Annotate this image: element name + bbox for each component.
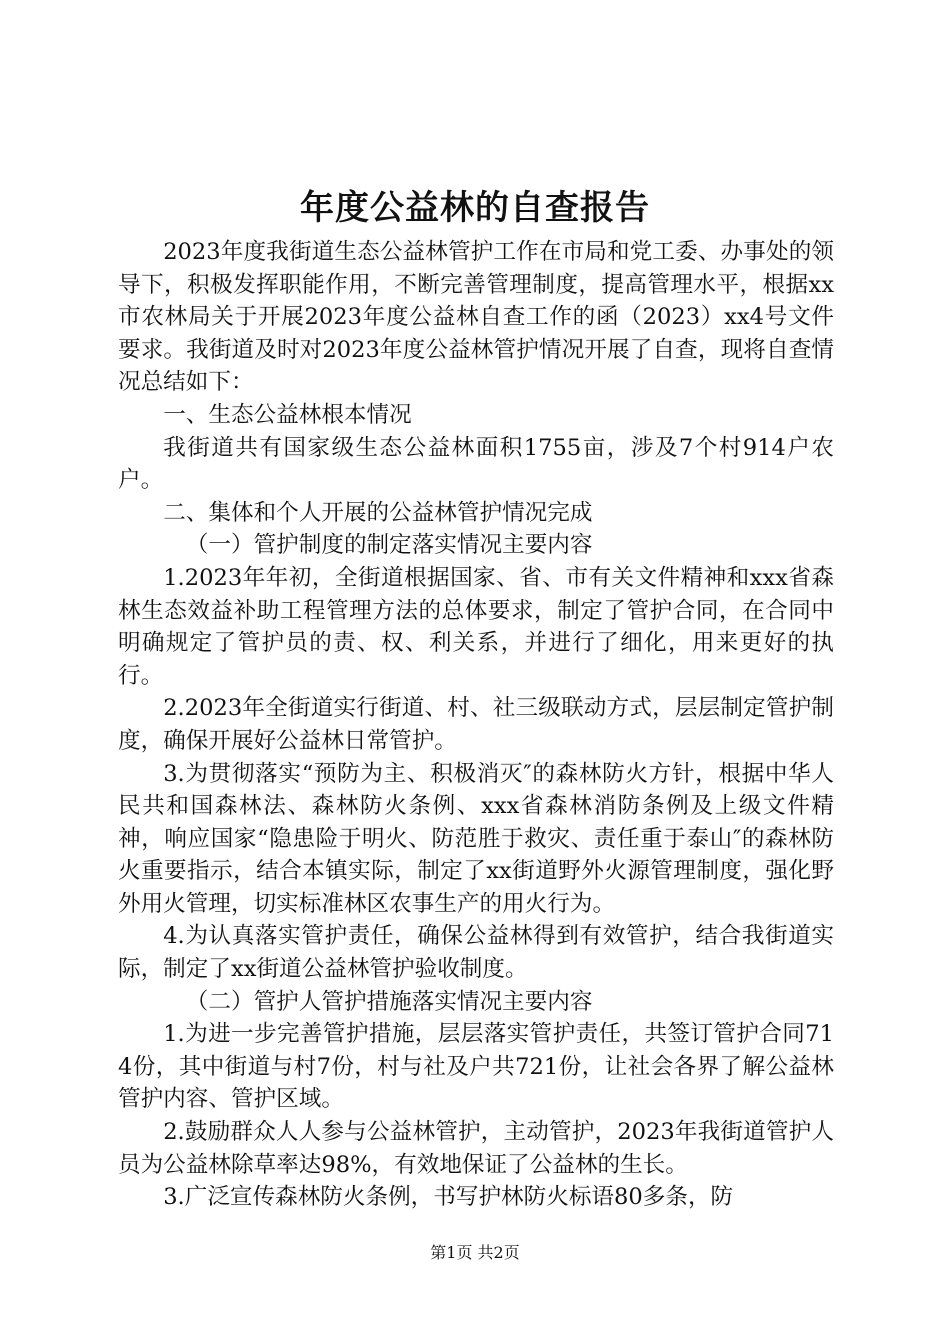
subsection-heading: （一）管护制度的制定落实情况主要内容: [185, 532, 593, 559]
paragraph: 1.为进一步完善管护措施，层层落实管护责任，共签订管护合同714份，其中街道与村7份，村与社及户共721份，让社会各界了解公益林管护内容、管护区域。: [118, 1021, 834, 1113]
paragraph: 2.2023年全街道实行街道、村、社三级联动方式，层层制定管护制度，确保开展好公益林日常管护。: [118, 695, 834, 754]
document-body: [118, 236, 834, 1214]
paragraph: 3.为贯彻落实“预防为主、积极消灭″的森林防火方针，根据中华人民共和国森林法、森林防火条例、xxx省森林消防条例及上级文件精神，响应国家“隐患险于明火、防范胜于救灾、责任重于泰山″的森林防火重要指示，结合本镇实际，制定了xx街道野外火源管理制度，强化野外用火管理，切实标准林区农事生产的用火行为。: [118, 760, 834, 917]
paragraph: 1.2023年年初，全街道根据国家、省、市有关文件精神和xxx省森林生态效益补助工程管理方法的总体要求，制定了管护合同，在合同中明确规定了管护员的责、权、利关系，并进行了细化，用来更好的执行。: [118, 564, 834, 689]
paragraph: 我街道共有国家级生态公益林面积1755亩，涉及7个村914户农户。: [118, 434, 834, 494]
document-title: 年度公益林的自查报告: [300, 188, 650, 228]
section-heading: 二、集体和个人开展的公益林管护情况完成: [163, 499, 593, 526]
paragraph: 3.广泛宣传森林防火条例，书写护林防火标语80多条，防: [163, 1184, 734, 1211]
paragraph: 2023年度我街道生态公益林管护工作在市局和党工委、办事处的领导下，积极发挥职能作用，不断完善管理制度，提高管理水平，根据xx市农林局关于开展2023年度公益林自查工作的函（2023）xx4号文件要求。我街道及时对2023年度公益林管护情况开展了自查，现将自查情况总结如下：: [118, 239, 834, 396]
subsection-heading: （二）管护人管护措施落实情况主要内容: [185, 988, 593, 1015]
paragraph: 2.鼓励群众人人参与公益林管护，主动管护，2023年我街道管护人员为公益林除草率达98%，有效地保证了公益林的生长。: [118, 1119, 834, 1178]
page-footer: 第1页 共2页: [430, 1243, 520, 1262]
paragraph: 4.为认真落实管护责任，确保公益林得到有效管护，结合我街道实际，制定了xx街道公益林管护验收制度。: [118, 923, 834, 983]
section-heading: 一、生态公益林根本情况: [163, 401, 412, 428]
